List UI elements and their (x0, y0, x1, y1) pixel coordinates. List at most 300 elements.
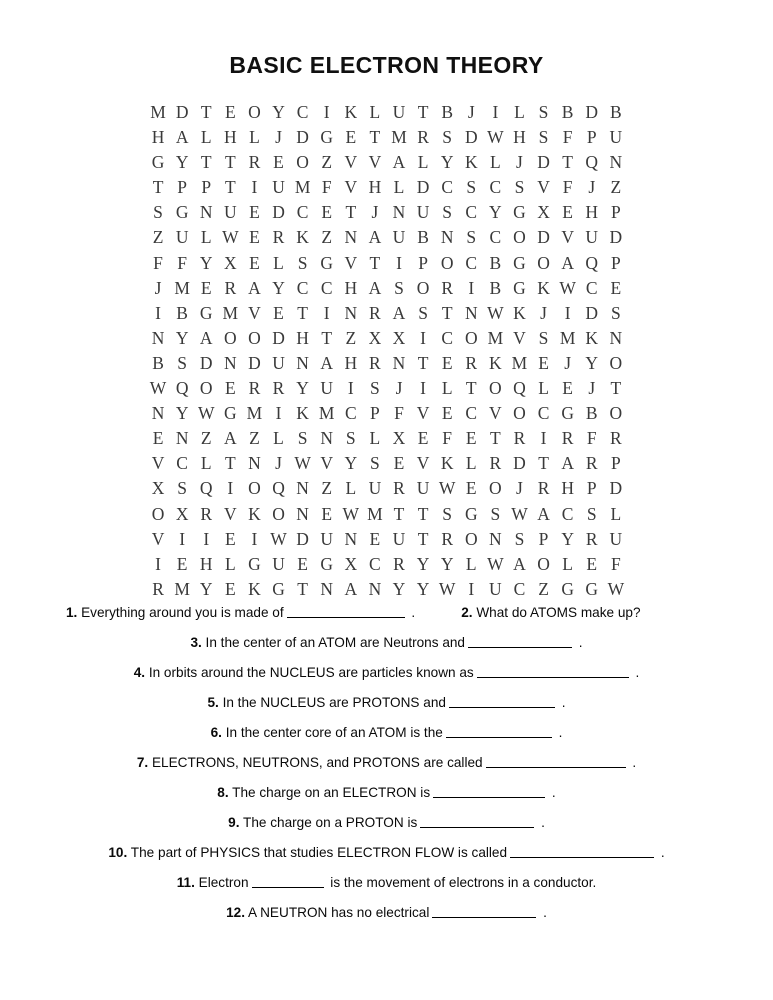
grid-cell: Z (345, 327, 357, 348)
grid-cell: I (323, 302, 330, 323)
grid-cell: B (489, 252, 502, 273)
grid-cell: N (464, 302, 478, 323)
grid-cell: Z (321, 152, 333, 173)
grid-cell: L (273, 428, 284, 449)
grid-cell: W (222, 227, 239, 248)
grid-cell: O (272, 503, 285, 524)
grid-cell: O (224, 327, 237, 348)
grid-cell: D (537, 227, 550, 248)
question-number: 4. (133, 665, 146, 680)
grid-cell: C (489, 227, 502, 248)
grid-cell: K (296, 403, 309, 424)
grid-cell: R (248, 378, 261, 399)
grid-cell: N (199, 202, 213, 223)
question-text: The part of PHYSICS that studies ELECTRON FLOW is called (127, 845, 508, 860)
grid-cell: T (538, 453, 549, 474)
grid-cell: L (249, 127, 260, 148)
grid-cell: R (441, 277, 454, 298)
grid-cell: S (514, 528, 525, 549)
grid-cell: M (150, 102, 166, 122)
grid-cell: E (610, 277, 622, 298)
grid-cell: C (537, 403, 550, 424)
grid-cell: O (513, 403, 526, 424)
grid-cell: W (197, 403, 215, 424)
grid-row (146, 401, 628, 426)
grid-cell: S (297, 252, 308, 273)
grid-cell: O (489, 478, 502, 499)
question-text: The charge on an ELECTRON is (228, 785, 431, 800)
grid-cell: T (610, 378, 622, 399)
grid-cell: I (420, 378, 426, 399)
grid-cell: F (586, 428, 597, 449)
grid-cell: T (224, 177, 236, 198)
grid-cell: S (466, 177, 477, 198)
grid-cell: E (297, 553, 308, 574)
question-number: 5. (207, 695, 219, 710)
grid-cell: O (248, 327, 261, 348)
grid-cell: R (441, 528, 454, 549)
grid-cell: Y (440, 152, 454, 173)
grid-cell: T (490, 428, 501, 449)
grid-cell: V (248, 302, 261, 323)
grid-cell: K (440, 453, 454, 474)
grid-cell: H (224, 127, 237, 148)
grid-cell: E (273, 152, 284, 173)
grid-cell: C (441, 177, 454, 198)
grid-cell: N (368, 578, 382, 599)
grid-cell: B (176, 302, 188, 323)
grid-cell: C (489, 177, 502, 198)
question-text-suffix: . (657, 845, 665, 860)
question-text: In the center of an ATOM are Neutrons and (201, 635, 465, 650)
question-text: In orbits around the NUCLEUS are particles known as (145, 665, 474, 680)
grid-cell: W (342, 503, 360, 524)
grid-cell: Y (416, 553, 430, 574)
grid-cell: C (176, 453, 188, 474)
grid-cell: Y (175, 152, 189, 173)
grid-cell: X (392, 428, 406, 449)
grid-cell: I (275, 403, 282, 424)
page-title: BASIC ELECTRON THEORY (229, 52, 544, 78)
grid-cell: F (562, 177, 573, 198)
grid-cell: Z (152, 227, 164, 248)
grid-cell: A (537, 503, 550, 524)
grid-cell: Q (272, 478, 285, 499)
grid-cell: V (489, 403, 502, 424)
grid-cell: N (392, 202, 406, 223)
grid-cell: I (468, 277, 475, 298)
grid-cell: D (513, 453, 526, 474)
grid-cell: R (200, 503, 213, 524)
grid-cell: J (275, 453, 282, 474)
grid-cell: U (392, 528, 406, 549)
grid-cell: D (609, 478, 623, 499)
answer-blank[interactable] (432, 906, 536, 918)
grid-cell: A (561, 453, 574, 474)
grid-cell: E (152, 428, 164, 449)
grid-cell: R (513, 428, 526, 449)
grid-cell: O (199, 378, 213, 399)
grid-cell: S (586, 503, 597, 524)
question-text-suffix: . (537, 815, 545, 830)
answer-blank[interactable] (449, 696, 555, 708)
grid-cell: W (487, 127, 504, 148)
grid-row (146, 527, 628, 552)
grid-cell: I (420, 327, 426, 348)
grid-cell: M (222, 302, 239, 323)
question-text-suffix: . (539, 905, 547, 920)
grid-row (146, 100, 628, 125)
grid-cell: V (344, 152, 358, 173)
grid-cell: T (224, 453, 236, 474)
grid-cell: T (465, 378, 477, 399)
grid-cell: E (369, 528, 381, 549)
grid-row (146, 225, 628, 250)
grid-cell: E (345, 127, 357, 148)
grid-cell: K (464, 152, 478, 173)
grid-cell: U (585, 227, 599, 248)
grid-row (146, 276, 628, 301)
grid-cell: C (296, 277, 309, 298)
grid-cell: E (562, 202, 573, 223)
grid-cell: H (296, 327, 309, 348)
grid-cell: Y (272, 102, 285, 122)
grid-cell: H (344, 352, 358, 373)
grid-cell: K (296, 227, 309, 248)
grid-cell: U (272, 177, 285, 198)
question-line (0, 808, 773, 838)
grid-cell: N (609, 152, 623, 173)
grid-cell: E (441, 403, 453, 424)
question-line (0, 718, 773, 748)
grid-cell: E (586, 553, 598, 574)
grid-cell: Z (321, 227, 333, 248)
grid-cell: I (251, 177, 258, 198)
grid-cell: I (227, 478, 234, 499)
grid-cell: I (155, 302, 161, 323)
grid-cell: L (538, 378, 549, 399)
grid-cell: G (513, 252, 526, 273)
grid-cell: I (203, 528, 210, 549)
grid-cell: A (561, 252, 574, 273)
answer-blank[interactable] (420, 816, 534, 828)
grid-cell: N (440, 227, 454, 248)
grid-cell: T (417, 503, 429, 524)
answer-blank[interactable] (446, 726, 552, 738)
grid-cell: S (514, 177, 525, 198)
grid-cell: I (492, 102, 499, 122)
grid-cell: N (296, 478, 309, 499)
grid-cell: N (392, 352, 406, 373)
grid-cell: R (585, 528, 598, 549)
grid-cell: N (609, 327, 623, 348)
grid-cell: F (321, 177, 332, 198)
grid-cell: K (248, 503, 261, 524)
question-text-suffix: . (554, 725, 563, 740)
grid-cell: O (151, 503, 165, 524)
grid-cell: J (588, 177, 596, 198)
grid-cell: W (438, 478, 456, 499)
grid-cell: P (177, 177, 187, 198)
grid-cell: L (465, 553, 477, 574)
grid-cell: I (347, 378, 354, 399)
grid-cell: D (416, 177, 430, 198)
grid-cell: X (224, 252, 237, 273)
grid-cell: U (489, 578, 502, 599)
grid-cell: S (442, 503, 453, 524)
grid-cell: T (417, 528, 429, 549)
grid-cell: H (513, 127, 526, 148)
grid-cell: W (438, 578, 456, 599)
grid-cell: V (151, 528, 165, 549)
grid-cell: R (537, 478, 550, 499)
question-line (0, 748, 773, 778)
grid-cell: S (345, 428, 356, 449)
grid-cell: S (177, 352, 187, 373)
grid-cell: R (465, 352, 478, 373)
grid-cell: N (344, 528, 358, 549)
grid-cell: O (609, 403, 623, 424)
grid-cell: G (248, 553, 261, 574)
grid-cell: F (442, 428, 453, 449)
question-text-suffix: . (575, 635, 583, 650)
grid-cell: V (561, 227, 574, 248)
grid-cell: C (513, 578, 526, 599)
question-line (0, 898, 773, 928)
grid-cell: S (297, 428, 308, 449)
grid-cell: A (344, 578, 358, 599)
grid-cell: F (177, 252, 187, 273)
grid-cell: J (371, 202, 379, 223)
grid-row (146, 426, 628, 451)
grid-cell: J (516, 152, 523, 173)
grid-row (146, 125, 628, 150)
word-search-grid (146, 100, 628, 602)
grid-cell: A (175, 127, 189, 148)
grid-cell: G (561, 578, 574, 599)
grid-cell: G (320, 127, 334, 148)
grid-cell: B (441, 102, 454, 122)
grid-row (146, 150, 628, 175)
grid-row (146, 301, 628, 326)
grid-cell: V (151, 453, 165, 474)
grid-cell: L (273, 252, 284, 273)
grid-cell: R (369, 302, 381, 323)
grid-cell: I (540, 428, 547, 449)
grid-cell: L (514, 102, 525, 122)
grid-cell: M (391, 127, 407, 148)
grid-cell: R (489, 453, 502, 474)
grid-cell: Z (610, 177, 622, 198)
grid-cell: Q (175, 378, 189, 399)
grid-cell: F (153, 252, 163, 273)
grid-cell: C (369, 553, 381, 574)
grid-cell: V (344, 177, 358, 198)
grid-cell: Z (249, 428, 260, 449)
grid-cell: J (588, 378, 596, 399)
grid-cell: S (538, 127, 549, 148)
grid-cell: G (320, 553, 334, 574)
grid-cell: B (585, 403, 598, 424)
grid-cell: R (248, 152, 261, 173)
grid-cell: N (296, 352, 309, 373)
grid-cell: S (442, 127, 453, 148)
grid-cell: N (344, 302, 358, 323)
grid-row (146, 502, 628, 527)
grid-cell: Y (585, 352, 599, 373)
grid-cell: L (369, 102, 381, 122)
grid-cell: M (246, 403, 263, 424)
grid-cell: W (270, 528, 287, 549)
grid-cell: T (441, 302, 453, 323)
question-text: Everything around you is made of (77, 605, 284, 620)
grid-cell: Q (513, 378, 526, 399)
grid-cell: S (370, 453, 380, 474)
grid-cell: D (296, 127, 309, 148)
grid-cell: W (149, 378, 167, 399)
grid-cell: O (440, 252, 454, 273)
grid-cell: E (176, 553, 188, 574)
question-text: A NEUTRON has no electrical (245, 905, 430, 920)
question-line (0, 868, 773, 898)
grid-cell: G (464, 503, 478, 524)
answer-blank[interactable] (433, 786, 545, 798)
grid-cell: O (296, 152, 309, 173)
grid-cell: D (609, 227, 623, 248)
grid-cell: Y (416, 578, 430, 599)
grid-cell: E (465, 478, 477, 499)
grid-cell: N (296, 503, 309, 524)
grid-cell: E (249, 202, 260, 223)
grid-cell: Y (440, 553, 454, 574)
grid-cell: U (392, 227, 406, 248)
question-text-suffix: . (557, 695, 566, 710)
grid-row (146, 200, 628, 225)
grid-cell: V (416, 403, 430, 424)
grid-cell: G (272, 578, 285, 599)
grid-cell: S (153, 202, 163, 223)
grid-cell: V (416, 453, 430, 474)
question-list (0, 598, 773, 928)
grid-cell: N (489, 528, 502, 549)
grid-cell: K (248, 578, 261, 599)
grid-cell: D (175, 102, 189, 122)
grid-cell: X (537, 202, 550, 223)
grid-cell: E (224, 528, 236, 549)
grid-cell: L (224, 553, 236, 574)
question-line (0, 658, 773, 688)
grid-cell: G (151, 152, 165, 173)
grid-cell: B (489, 277, 502, 298)
grid-cell: Y (296, 378, 309, 399)
grid-cell: C (296, 102, 309, 122)
grid-cell: F (562, 127, 573, 148)
grid-cell: Y (489, 202, 502, 223)
answer-blank[interactable] (252, 876, 324, 888)
grid-cell: J (395, 378, 403, 399)
question-text-suffix: . (631, 665, 640, 680)
grid-cell: C (465, 403, 478, 424)
grid-cell: Y (272, 277, 285, 298)
question-number: 2. (461, 605, 473, 620)
grid-cell: C (465, 202, 478, 223)
grid-cell: S (538, 102, 549, 122)
grid-cell: V (368, 152, 382, 173)
answer-blank[interactable] (510, 846, 654, 858)
grid-cell: E (224, 578, 236, 599)
grid-cell: P (610, 252, 621, 273)
grid-cell: J (275, 127, 282, 148)
grid-cell: M (367, 503, 383, 524)
grid-cell: D (272, 202, 285, 223)
grid-cell: M (294, 177, 311, 198)
grid-cell: G (320, 252, 334, 273)
grid-cell: P (610, 202, 621, 223)
question-text-suffix: . (628, 755, 637, 770)
question-text-suffix: . (407, 605, 416, 620)
grid-cell: U (609, 127, 623, 148)
grid-cell: E (538, 352, 549, 373)
answer-blank[interactable] (477, 666, 629, 678)
grid-cell: P (370, 403, 380, 424)
question-line (0, 688, 773, 718)
grid-cell: T (321, 327, 333, 348)
grid-cell: G (513, 277, 526, 298)
grid-cell: W (607, 578, 625, 599)
answer-blank[interactable] (486, 756, 626, 768)
grid-cell: L (465, 453, 477, 474)
grid-cell: J (516, 478, 523, 499)
grid-cell: Y (175, 327, 189, 348)
grid-cell: H (368, 177, 382, 198)
grid-cell: F (610, 553, 621, 574)
grid-cell: N (320, 578, 334, 599)
grid-cell: B (561, 102, 574, 122)
grid-cell: W (487, 553, 504, 574)
grid-cell: T (562, 152, 573, 173)
grid-cell: Q (585, 152, 599, 173)
grid-cell: D (585, 302, 599, 323)
grid-cell: U (609, 528, 623, 549)
grid-cell: U (392, 102, 406, 122)
grid-cell: B (609, 102, 622, 122)
grid-cell: T (345, 202, 357, 223)
grid-cell: H (199, 553, 213, 574)
grid-cell: Y (175, 403, 189, 424)
grid-cell: N (151, 403, 165, 424)
grid-cell: W (559, 277, 576, 298)
grid-cell: I (155, 553, 161, 574)
grid-cell: O (248, 102, 261, 122)
grid-cell: H (561, 478, 574, 499)
grid-cell: I (564, 302, 571, 323)
answer-blank[interactable] (287, 606, 405, 618)
grid-cell: Y (199, 578, 213, 599)
question-number: 1. (66, 605, 78, 620)
question-text-suffix: . (548, 785, 556, 800)
grid-row (146, 376, 628, 401)
grid-cell: M (318, 403, 335, 424)
grid-cell: I (179, 528, 186, 549)
grid-cell: U (416, 478, 430, 499)
grid-cell: U (272, 553, 285, 574)
answer-blank[interactable] (468, 636, 572, 648)
grid-cell: O (464, 528, 478, 549)
grid-cell: F (394, 403, 404, 424)
grid-row (146, 476, 628, 501)
grid-cell: T (393, 503, 405, 524)
grid-cell: E (249, 227, 260, 248)
